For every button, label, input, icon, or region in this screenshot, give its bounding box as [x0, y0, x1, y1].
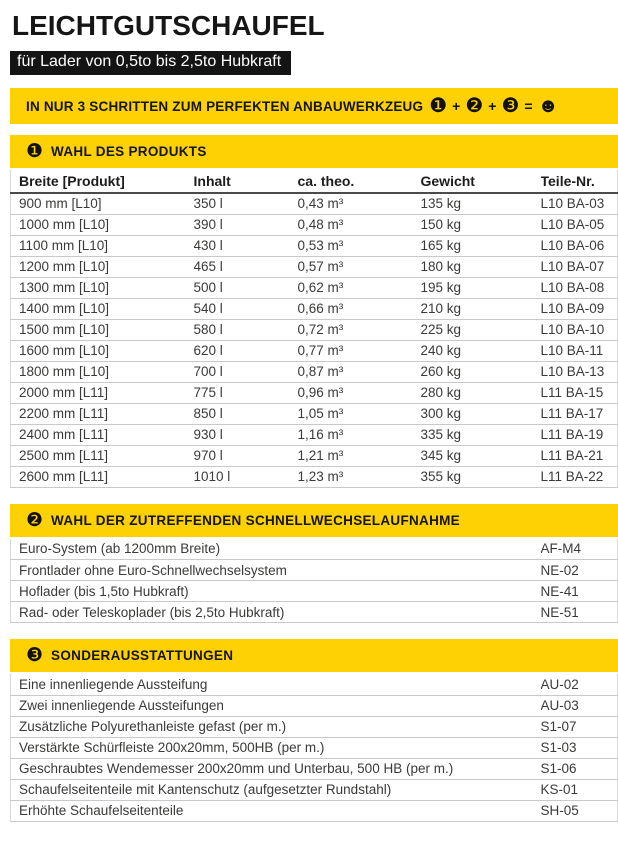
option-code: NE-41 [541, 581, 618, 602]
option-row [11, 674, 618, 695]
table-cell: 210 kg [421, 298, 541, 319]
product-row [11, 235, 618, 256]
product-row [11, 277, 618, 298]
options-table [10, 674, 618, 822]
page-title: LEICHTGUTSCHAUFEL [12, 10, 325, 41]
banner-text: IN NUR 3 SCHRITTEN ZUM PERFEKTEN ANBAUWERKZEUG [26, 98, 424, 114]
step-3-circle-icon: ❸ [501, 95, 520, 117]
product-row [11, 214, 618, 235]
product-row [11, 466, 618, 487]
table-cell: 500 l [194, 277, 298, 298]
option-label: Zwei innenliegende Aussteifungen [11, 695, 541, 716]
column-header: ca. theo. [298, 170, 421, 193]
table-cell: 1,23 m³ [298, 466, 421, 487]
option-label: Rad- oder Teleskoplader (bis 2,5to Hubkraft) [11, 602, 541, 623]
table-cell: 0,57 m³ [298, 256, 421, 277]
table-cell: 0,72 m³ [298, 319, 421, 340]
table-cell: 390 l [194, 214, 298, 235]
table-cell: 1010 l [194, 466, 298, 487]
table-cell: 135 kg [421, 193, 541, 214]
table-cell: L10 BA-08 [541, 277, 618, 298]
table-cell: 225 kg [421, 319, 541, 340]
table-cell: 1500 mm [L10] [11, 319, 194, 340]
table-cell: 280 kg [421, 382, 541, 403]
option-code: AU-02 [541, 674, 618, 695]
option-code: KS-01 [541, 779, 618, 800]
option-code: NE-02 [541, 560, 618, 581]
option-label: Hoflader (bis 1,5to Hubkraft) [11, 581, 541, 602]
table-cell: 430 l [194, 235, 298, 256]
product-row [11, 424, 618, 445]
option-code: SH-05 [541, 800, 618, 821]
table-cell: 620 l [194, 340, 298, 361]
table-cell: 2600 mm [L11] [11, 466, 194, 487]
table-cell: 1,16 m³ [298, 424, 421, 445]
section-1-header [10, 135, 618, 168]
table-cell: 2000 mm [L11] [11, 382, 194, 403]
table-cell: L11 BA-21 [541, 445, 618, 466]
table-cell: 850 l [194, 403, 298, 424]
table-cell: 1000 mm [L10] [11, 214, 194, 235]
table-cell: 180 kg [421, 256, 541, 277]
product-row [11, 382, 618, 403]
table-cell: 0,77 m³ [298, 340, 421, 361]
option-label: Zusätzliche Polyurethanleiste gefast (per m.) [11, 716, 541, 737]
plus-sign: + [488, 98, 497, 114]
table-cell: 2400 mm [L11] [11, 424, 194, 445]
table-cell: 2500 mm [L11] [11, 445, 194, 466]
table-cell: L10 BA-11 [541, 340, 618, 361]
products-table [10, 170, 618, 488]
table-cell: 2200 mm [L11] [11, 403, 194, 424]
table-cell: 260 kg [421, 361, 541, 382]
table-cell: 0,43 m³ [298, 193, 421, 214]
table-cell: 0,62 m³ [298, 277, 421, 298]
table-cell: 580 l [194, 319, 298, 340]
option-code: AF-M4 [541, 539, 618, 560]
column-header: Teile-Nr. [541, 170, 618, 193]
table-cell: L11 BA-19 [541, 424, 618, 445]
table-cell: 1200 mm [L10] [11, 256, 194, 277]
step-1-circle-icon: ❶ [429, 95, 448, 117]
table-cell: 700 l [194, 361, 298, 382]
table-cell: 150 kg [421, 214, 541, 235]
table-cell: L11 BA-15 [541, 382, 618, 403]
table-cell: 1,05 m³ [298, 403, 421, 424]
option-label: Euro-System (ab 1200mm Breite) [11, 539, 541, 560]
option-row [11, 737, 618, 758]
table-cell: 1,21 m³ [298, 445, 421, 466]
section-2-title: WAHL DER ZUTREFFENDEN SCHNELLWECHSELAUFNAHME [51, 512, 460, 528]
steps-banner [10, 88, 618, 124]
option-row [11, 800, 618, 821]
option-row [11, 539, 618, 560]
option-label: Frontlader ohne Euro-Schnellwechselsystem [11, 560, 541, 581]
subtitle-bar: für Lader von 0,5to bis 2,5to Hubkraft [10, 51, 291, 75]
table-cell: 335 kg [421, 424, 541, 445]
product-row [11, 319, 618, 340]
table-cell: L10 BA-06 [541, 235, 618, 256]
table-cell: 345 kg [421, 445, 541, 466]
table-cell: 195 kg [421, 277, 541, 298]
option-label: Schaufelseitenteile mit Kantenschutz (aufgesetzter Rundstahl) [11, 779, 541, 800]
table-cell: 0,87 m³ [298, 361, 421, 382]
number-1-circle-icon: ❶ [26, 141, 44, 162]
table-cell: L10 BA-13 [541, 361, 618, 382]
table-cell: 1800 mm [L10] [11, 361, 194, 382]
option-row [11, 602, 618, 623]
plus-sign: + [452, 98, 461, 114]
table-cell: 355 kg [421, 466, 541, 487]
table-cell: 165 kg [421, 235, 541, 256]
option-label: Eine innenliegende Aussteifung [11, 674, 541, 695]
product-row [11, 256, 618, 277]
step-2-circle-icon: ❷ [465, 95, 484, 117]
table-cell: L11 BA-22 [541, 466, 618, 487]
option-code: S1-07 [541, 716, 618, 737]
section-1-title: WAHL DES PRODUKTS [51, 144, 207, 159]
table-cell: 0,48 m³ [298, 214, 421, 235]
table-cell: 240 kg [421, 340, 541, 361]
table-cell: L10 BA-03 [541, 193, 618, 214]
table-cell: 540 l [194, 298, 298, 319]
column-header: Inhalt [194, 170, 298, 193]
table-cell: 1400 mm [L10] [11, 298, 194, 319]
table-cell: 465 l [194, 256, 298, 277]
column-header: Breite [Produkt] [11, 170, 194, 193]
section-3-header [10, 639, 618, 672]
product-row [11, 340, 618, 361]
option-code: S1-06 [541, 758, 618, 779]
smiley-icon: ☻ [537, 95, 559, 117]
table-cell: 930 l [194, 424, 298, 445]
option-row [11, 695, 618, 716]
table-cell: 350 l [194, 193, 298, 214]
section-3-title: SONDERAUSSTATTUNGEN [51, 648, 234, 663]
table-cell: L10 BA-07 [541, 256, 618, 277]
products-header-row [11, 170, 618, 193]
table-cell: 0,53 m³ [298, 235, 421, 256]
option-label: Geschraubtes Wendemesser 200x20mm und Unterbau, 500 HB (per m.) [11, 758, 541, 779]
table-cell: L11 BA-17 [541, 403, 618, 424]
product-row [11, 193, 618, 214]
table-cell: 0,96 m³ [298, 382, 421, 403]
table-cell: 1100 mm [L10] [11, 235, 194, 256]
option-code: S1-03 [541, 737, 618, 758]
table-cell: 900 mm [L10] [11, 193, 194, 214]
table-cell: 1300 mm [L10] [11, 277, 194, 298]
column-header: Gewicht [421, 170, 541, 193]
table-cell: L10 BA-05 [541, 214, 618, 235]
product-row [11, 298, 618, 319]
option-label: Verstärkte Schürfleiste 200x20mm, 500HB (per m.) [11, 737, 541, 758]
table-cell: 775 l [194, 382, 298, 403]
option-label: Erhöhte Schaufelseitenteile [11, 800, 541, 821]
product-row [11, 445, 618, 466]
option-row [11, 560, 618, 581]
table-cell: L10 BA-09 [541, 298, 618, 319]
table-cell: 300 kg [421, 403, 541, 424]
product-row [11, 403, 618, 424]
option-row [11, 758, 618, 779]
option-row [11, 716, 618, 737]
table-cell: L10 BA-10 [541, 319, 618, 340]
option-code: NE-51 [541, 602, 618, 623]
table-cell: 970 l [194, 445, 298, 466]
table-cell: 0,66 m³ [298, 298, 421, 319]
section-2-header [10, 504, 618, 537]
number-2-circle-icon: ❷ [26, 509, 44, 531]
mounts-table [10, 539, 618, 624]
product-row [11, 361, 618, 382]
option-row [11, 779, 618, 800]
number-3-circle-icon: ❸ [26, 645, 44, 666]
option-row [11, 581, 618, 602]
option-code: AU-03 [541, 695, 618, 716]
equals-sign: = [524, 98, 533, 114]
table-cell: 1600 mm [L10] [11, 340, 194, 361]
